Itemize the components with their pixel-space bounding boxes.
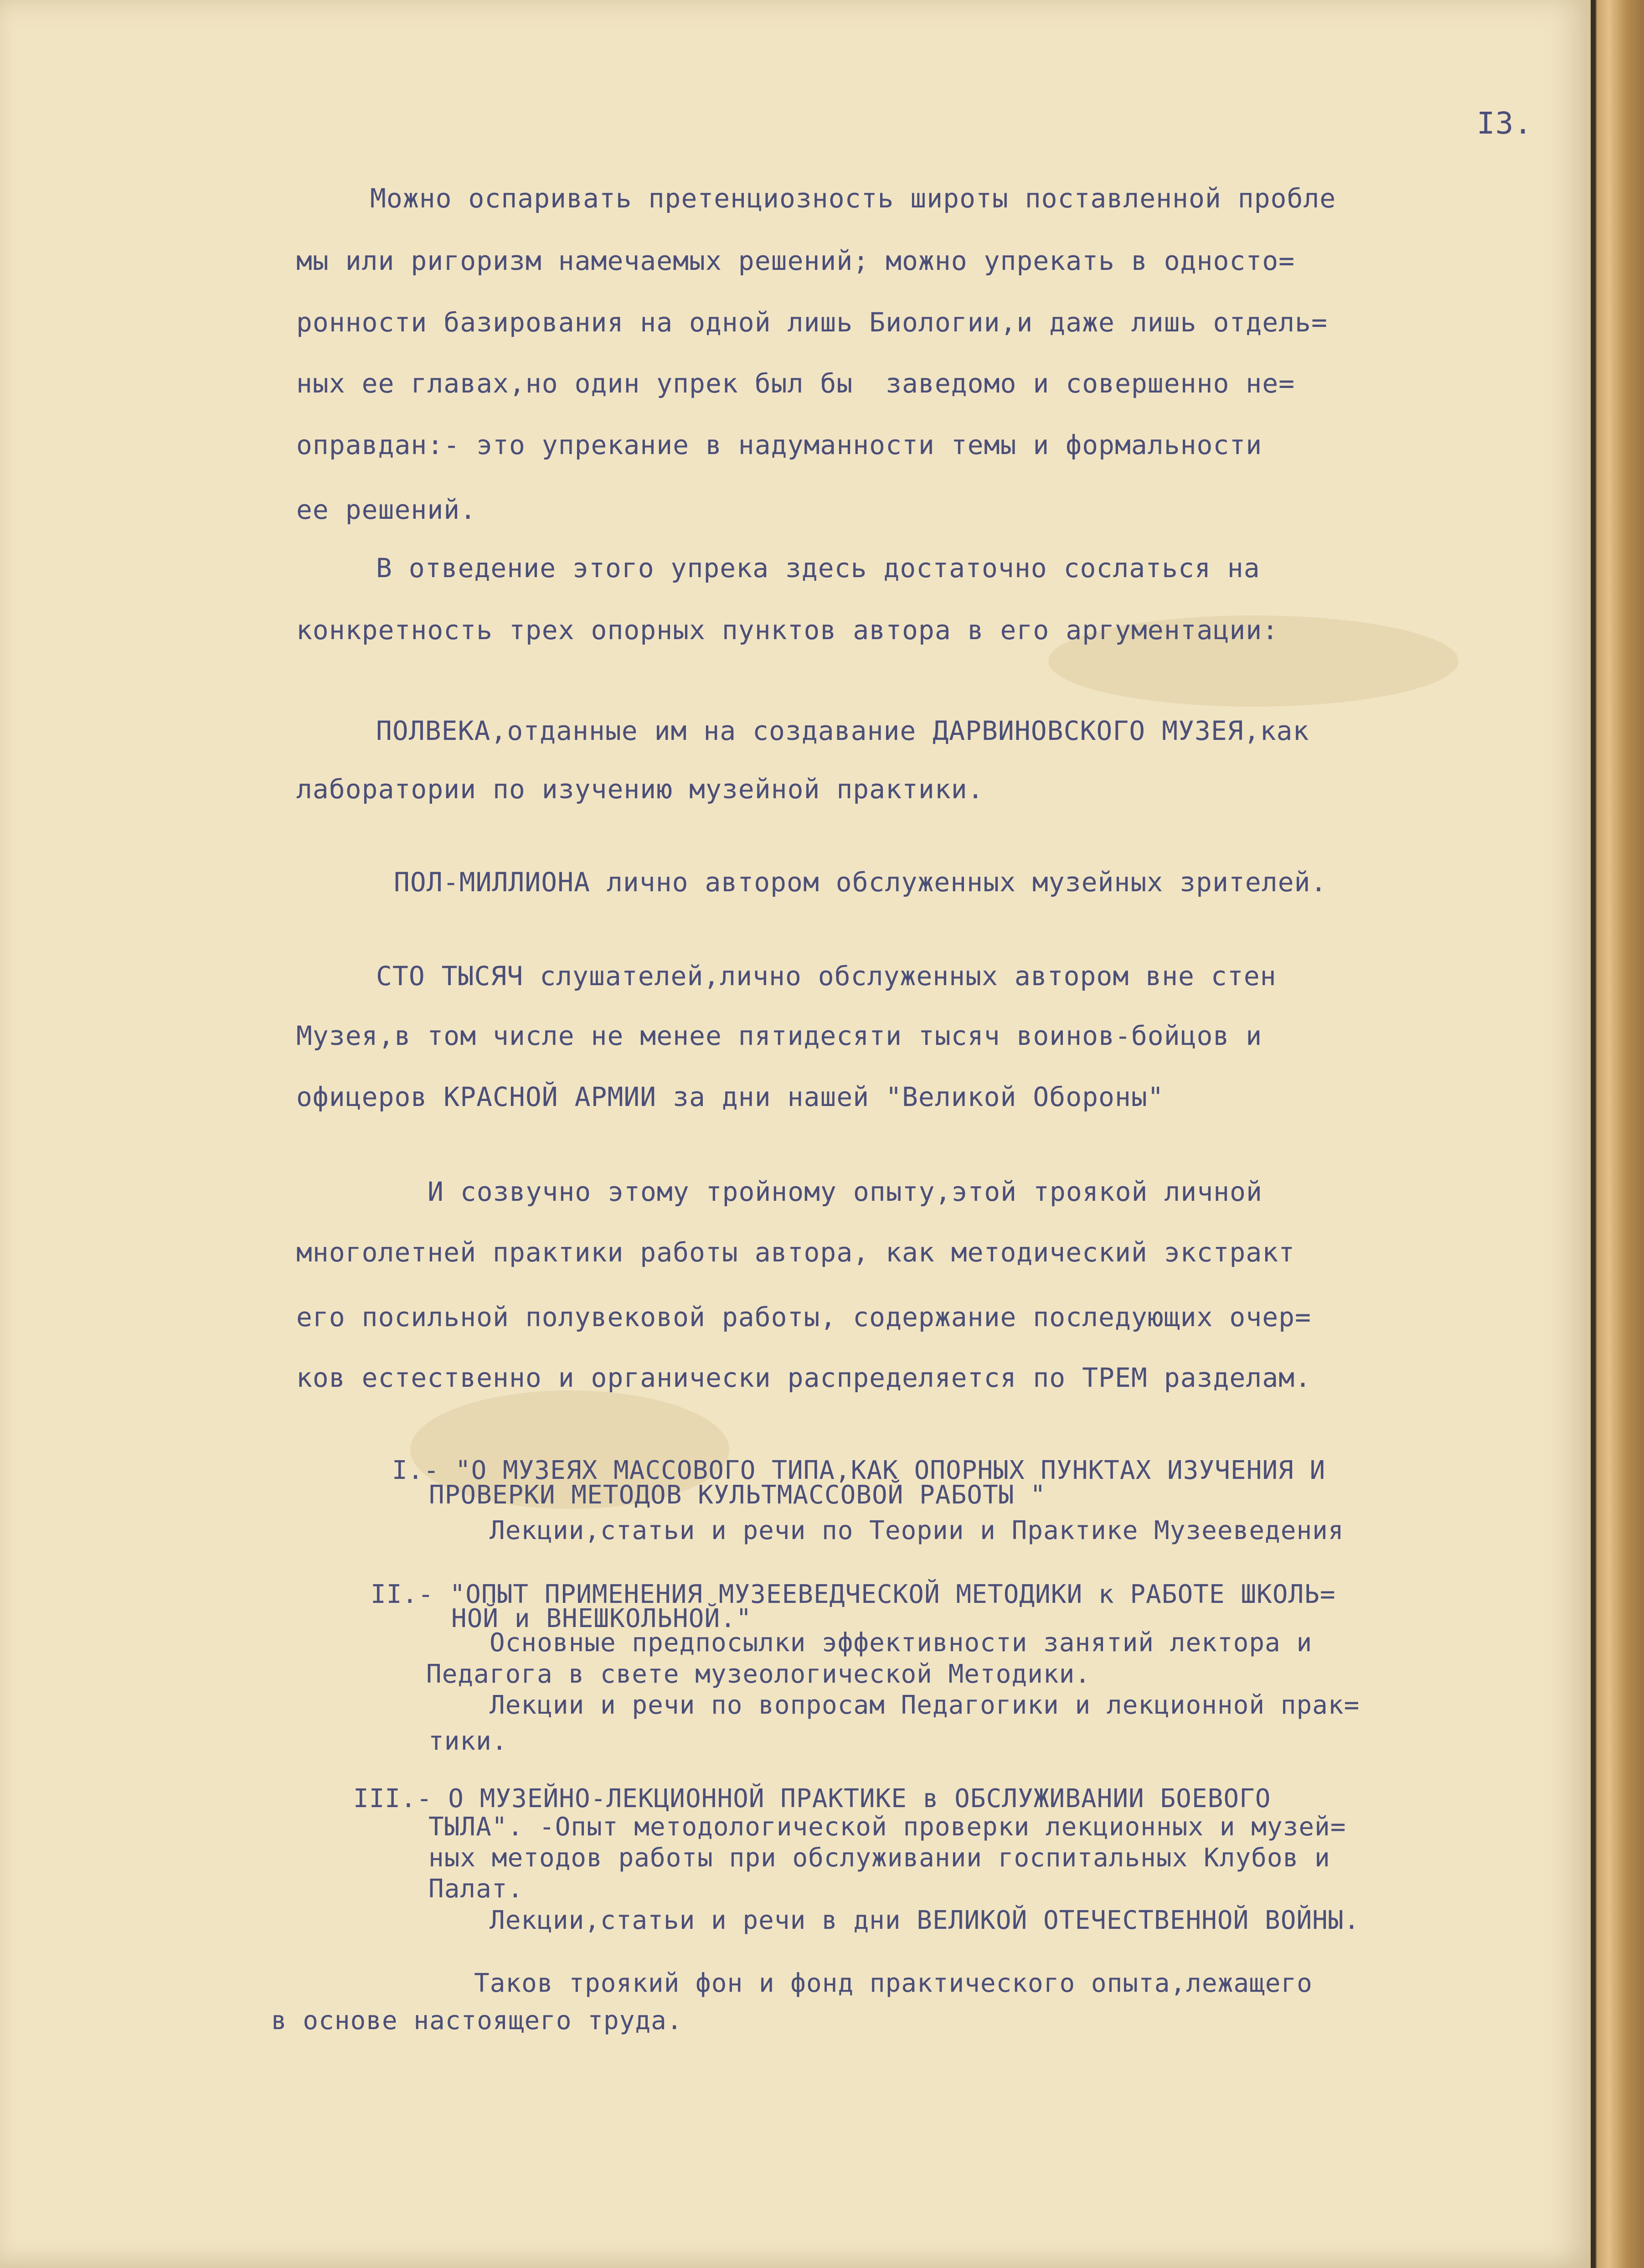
text-line: мы или ригоризм намечаемых решений; можно упрекать в односто= [296, 245, 1295, 276]
text-line: тики. [428, 1726, 508, 1756]
binding-edge [1591, 0, 1644, 2268]
text-line: Таков троякий фон и фонд практического опыта,лежащего [474, 1968, 1313, 1998]
text-line: ПОЛ-МИЛЛИОНА лично автором обслуженных музейных зрителей. [394, 867, 1327, 898]
section-heading: ПРОВЕРКИ МЕТОДОВ КУЛЬТМАССОВОЙ РАБОТЫ " [429, 1480, 1046, 1510]
section-heading: II.- "ОПЫТ ПРИМЕНЕНИЯ МУЗЕЕВЕДЧЕСКОЙ МЕТОДИКИ к РАБОТЕ ШКОЛЬ= [371, 1580, 1336, 1609]
text-line: ТЫЛА". -Опыт методологической проверки лекционных и музей= [428, 1812, 1346, 1842]
section-heading: НОЙ и ВНЕШКОЛЬНОЙ." [451, 1604, 752, 1633]
section-heading: I.- "О МУЗЕЯХ МАССОВОГО ТИПА,КАК ОПОРНЫХ ПУНКТАХ ИЗУЧЕНИЯ И [392, 1456, 1326, 1485]
text-line: Можно оспаривать претенциозность широты поставленной пробле [370, 183, 1336, 214]
text-line: СТО ТЫСЯЧ слушателей,лично обслуженных автором вне стен [376, 961, 1277, 992]
text-line: ронности базирования на одной лишь Биологии,и даже лишь отдель= [296, 307, 1328, 338]
text-line: многолетней практики работы автора, как методический экстракт [296, 1237, 1295, 1268]
text-line: Музея,в том числе не менее пятидесяти тысяч воинов-бойцов и [296, 1020, 1263, 1051]
text-line: Палат. [428, 1874, 524, 1904]
page-number: I3. [1477, 106, 1533, 141]
text-line: его посильной полувековой работы, содержание последующих очер= [296, 1302, 1311, 1333]
text-line: ных методов работы при обслуживании госпитальных Клубов и [428, 1843, 1330, 1873]
text-line: ПОЛВЕКА,отданные им на создавание ДАРВИНОВСКОГО МУЗЕЯ,как [376, 715, 1309, 746]
text-line: В отведение этого упрека здесь достаточно сослаться на [376, 553, 1260, 584]
text-line: конкретность трех опорных пунктов автора в его аргументации: [296, 615, 1279, 646]
text-line: Лекции и речи по вопросам Педагогики и лекционной прак= [490, 1690, 1360, 1720]
text-line: лаборатории по изучению музейной практики. [296, 774, 984, 805]
text-line: оправдан:- это упрекание в надуманности темы и формальности [296, 429, 1263, 460]
text-line: ков естественно и органически распределяется по ТРЕМ разделам. [296, 1362, 1311, 1393]
text-line: офицеров КРАСНОЙ АРМИИ за дни нашей "Великой Обороны" [296, 1081, 1164, 1112]
text-line: Лекции,статьи и речи в дни ВЕЛИКОЙ ОТЕЧЕСТВЕННОЙ ВОЙНЫ. [490, 1906, 1360, 1935]
text-line: Педагога в свете музеологической Методики. [426, 1659, 1091, 1689]
text-line: в основе настоящего труда. [271, 2006, 683, 2036]
text-line: Основные предпосылки эффективности занятий лектора и [490, 1628, 1313, 1658]
text-line: И созвучно этому тройному опыту,этой троякой личной [428, 1176, 1263, 1207]
text-line: ее решений. [296, 494, 477, 525]
section-heading: III.- О МУЗЕЙНО-ЛЕКЦИОННОЙ ПРАКТИКЕ в ОБСЛУЖИВАНИИ БОЕВОГО [353, 1784, 1271, 1813]
text-line: Лекции,статьи и речи по Теории и Практике Музееведения [490, 1516, 1344, 1545]
text-line: ных ее главах,но один упрек был бы заведомо и совершенно не= [296, 368, 1295, 399]
